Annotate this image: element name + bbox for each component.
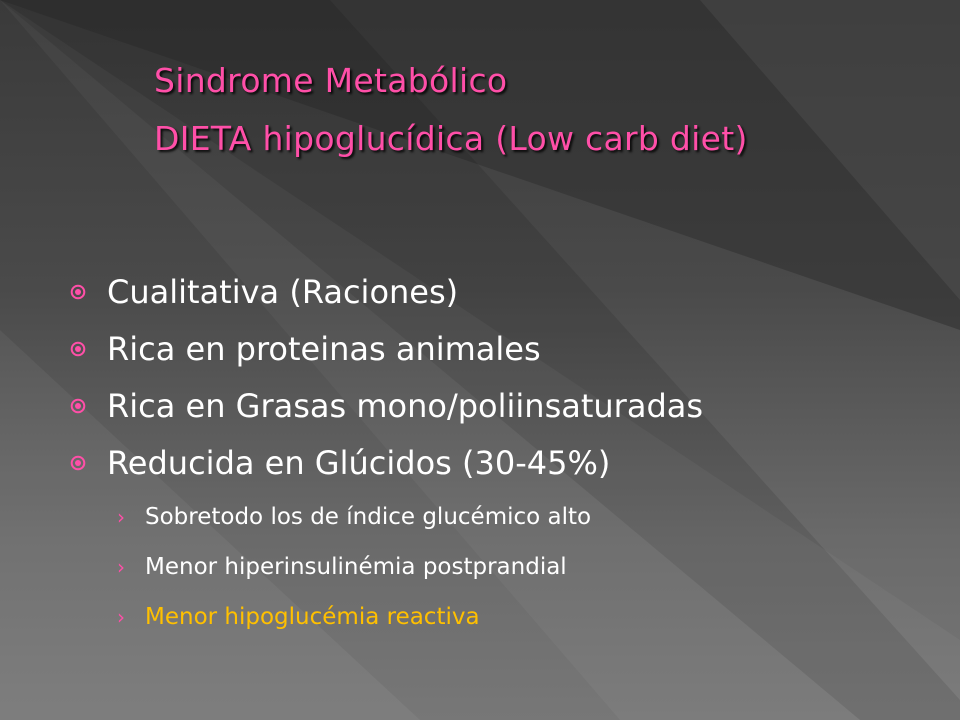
slide-title xyxy=(154,52,934,168)
sub-bullet-text: Menor hipoglucémia reactiva xyxy=(145,604,480,630)
bullet-text: Reducida en Glúcidos (30-45%) xyxy=(107,444,611,482)
bullet-text: Cualitativa (Raciones) xyxy=(107,273,459,311)
bullet-item xyxy=(70,435,930,492)
sub-bullet-group xyxy=(70,492,930,642)
bullet-item xyxy=(70,264,930,321)
circled-dot-bullet-icon xyxy=(70,398,86,414)
chevron-right-icon: › xyxy=(117,505,125,529)
circled-dot-bullet-icon xyxy=(70,341,86,357)
sub-bullet-item xyxy=(70,492,930,542)
title-line-2: DIETA hipoglucídica (Low carb diet) xyxy=(154,119,748,158)
bullet-list xyxy=(70,264,930,642)
sub-bullet-item xyxy=(70,542,930,592)
bullet-item xyxy=(70,378,930,435)
chevron-right-icon: › xyxy=(117,555,125,579)
sub-bullet-item-highlighted xyxy=(70,592,930,642)
bullet-text: Rica en Grasas mono/poliinsaturadas xyxy=(107,387,704,425)
circled-dot-bullet-icon xyxy=(70,455,86,471)
bullet-item xyxy=(70,321,930,378)
circled-dot-bullet-icon xyxy=(70,284,86,300)
sub-bullet-text: Sobretodo los de índice glucémico alto xyxy=(145,504,592,530)
sub-bullet-text: Menor hiperinsulinémia postprandial xyxy=(145,554,567,580)
bullet-text: Rica en proteinas animales xyxy=(107,330,541,368)
chevron-right-icon: › xyxy=(117,605,125,629)
title-line-1: Sindrome Metabólico xyxy=(154,61,508,100)
sub-bullet-list xyxy=(70,492,930,642)
